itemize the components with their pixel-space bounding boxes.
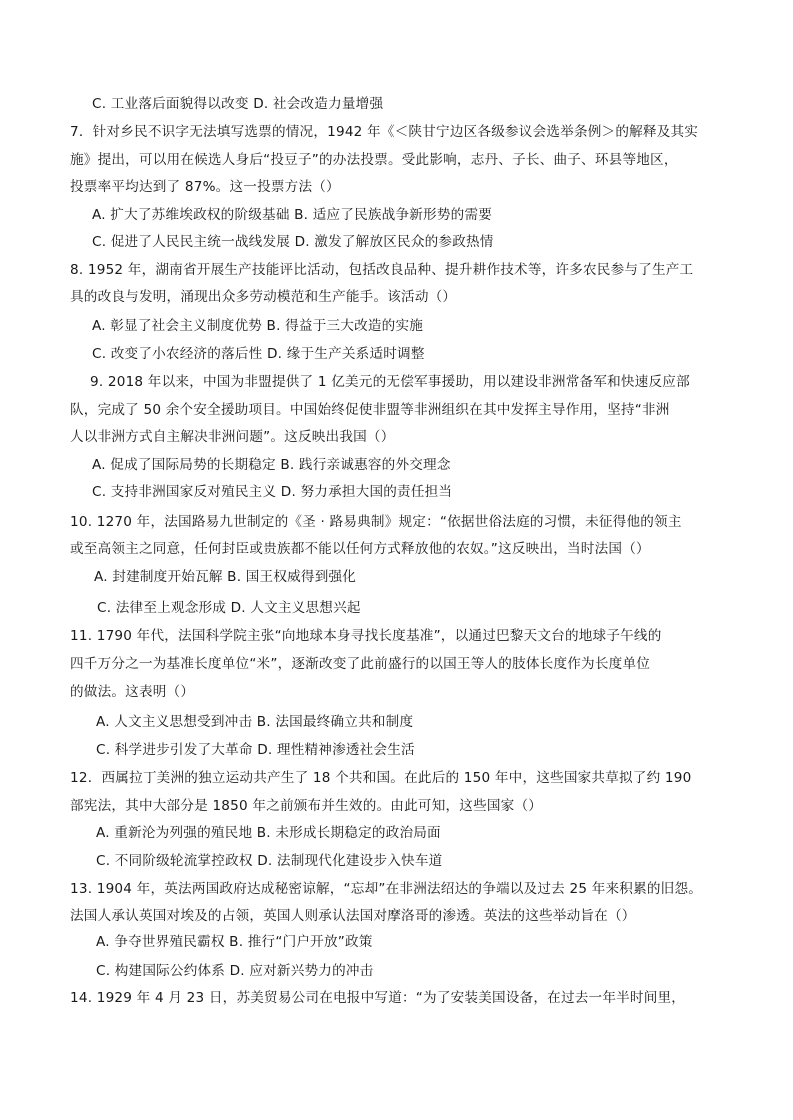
q8-stem-line-2: 具的改良与发明，涌现出众多劳动模范和生产能手。该活动（）: [70, 289, 457, 305]
q7-stem-line-3: 投票率平均达到了 87%。这一投票方法（）: [70, 179, 340, 195]
q11-options-ab: A. 人文主义思想受到冲击 B. 法国最终确立共和制度: [96, 714, 414, 730]
q12-options-ab: A. 重新沦为列强的殖民地 B. 未形成长期稳定的政治局面: [96, 825, 441, 841]
q6-options-cd: C. 工业落后面貌得以改变 D. 社会改造力量增强: [92, 96, 384, 112]
q14-stem-line-1: 14. 1929 年 4 月 23 日，苏美贸易公司在电报中写道：“为了安装美国设备，在过去一年半时间里，: [70, 990, 686, 1006]
q7-options-cd: C. 促进了人民民主统一战线发展 D. 激发了解放区民众的参政热情: [92, 234, 494, 250]
q8-options-ab: A. 彰显了社会主义制度优势 B. 得益于三大改造的实施: [92, 318, 424, 334]
q11-stem-line-2: 四千万分之一为基准长度单位“米”，逐渐改变了此前盛行的以国王等人的肢体长度作为长度单位: [70, 656, 651, 672]
q7-stem-line-1: 7．针对乡民不识字无法填写选票的情况，1942 年《＜陕甘宁边区各级参议会选举条例＞的解释及其实: [70, 124, 699, 140]
q9-stem-line-2: 队，完成了 50 余个安全援助项目。中国始终促使非盟等非洲组织在其中发挥主导作用，坚持“非洲: [70, 402, 670, 418]
q13-stem-line-2: 法国人承认英国对埃及的占领，英国人则承认法国对摩洛哥的渗透。英法的这些举动旨在（）: [70, 908, 636, 924]
q12-options-cd: C. 不同阶级轮流掌控政权 D. 法制现代化建设步入快车道: [96, 853, 443, 869]
q10-options-ab: A. 封建制度开始瓦解 B. 国王权威得到强化: [94, 569, 357, 585]
q9-stem-line-1: 9. 2018 年以来，中国为非盟提供了 1 亿美元的无偿军事援助，用以建设非洲常备军和快速反应部: [90, 374, 690, 390]
q10-stem-line-1: 10. 1270 年，法国路易九世制定的《圣 · 路易典制》规定：“依据世俗法庭的习惯，未征得他的领主: [70, 514, 682, 530]
q8-options-cd: C. 改变了小农经济的落后性 D. 缘于生产关系适时调整: [92, 346, 425, 362]
q13-options-ab: A. 争夺世界殖民霸权 B. 推行“门户开放”政策: [96, 934, 373, 950]
q11-stem-line-3: 的做法。这表明（）: [70, 684, 195, 700]
q12-stem-line-2: 部宪法，其中大部分是 1850 年之前颁布并生效的。由此可知，这些国家（）: [70, 798, 543, 814]
q8-stem-line-1: 8. 1952 年，湖南省开展生产技能评比活动，包括改良品种、提升耕作技术等，许多农民参与了生产工: [70, 262, 694, 278]
q10-stem-line-2: 或至高领主之同意，任何封臣或贵族都不能以任何方式释放他的农奴。”这反映出，当时法国（）: [70, 541, 650, 557]
q7-stem-line-2: 施》提出，可以用在候选人身后“投豆子”的办法投票。受此影响，志丹、子长、曲子、环县等地区，: [70, 152, 678, 168]
q11-options-cd: C. 科学进步引发了大革命 D. 理性精神渗透社会生活: [96, 742, 415, 758]
q7-options-ab: A. 扩大了苏维埃政权的阶级基础 B. 适应了民族战争新形势的需要: [92, 207, 493, 223]
q10-options-cd: C. 法律至上观念形成 D. 人文主义思想兴起: [97, 600, 361, 616]
q13-stem-line-1: 13. 1904 年，英法两国政府达成秘密谅解，“忘却”在非洲法绍达的争端以及过去 25 年来积累的旧怨。: [70, 881, 703, 897]
q13-options-cd: C. 构建国际公约体系 D. 应对新兴势力的冲击: [96, 963, 374, 979]
q9-options-cd: C. 支持非洲国家反对殖民主义 D. 努力承担大国的责任担当: [92, 484, 453, 500]
q9-stem-line-3: 人以非洲方式自主解决非洲问题”。这反映出我国（）: [70, 429, 395, 445]
q9-options-ab: A. 促成了国际局势的长期稳定 B. 践行亲诚惠容的外交理念: [92, 457, 451, 473]
q11-stem-line-1: 11. 1790 年代，法国科学院主张“向地球本身寻找长度基准”，以通过巴黎天文台的地球子午线的: [70, 628, 662, 644]
q12-stem-line-1: 12．西属拉丁美洲的独立运动共产生了 18 个共和国。在此后的 150 年中，这些国家共草拟了约 190: [70, 770, 692, 786]
